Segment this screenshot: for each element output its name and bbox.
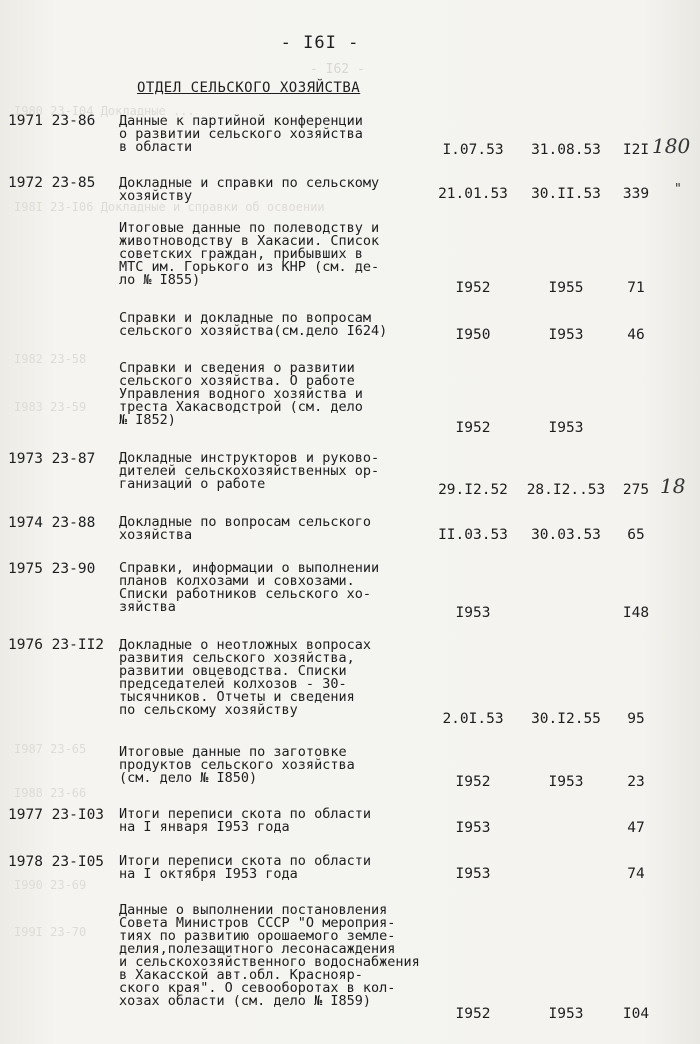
entry-end-date: I953 [548,1006,584,1022]
show-through-text: I982 23-58 [14,352,87,366]
entry-sheet-count: I2I [622,142,650,158]
entry-text: Докладные и справки по сельскому хозяйству [119,175,380,204]
entry-number: 1976 23-II2 [8,637,105,653]
entry-sheet-count: 46 [627,327,645,343]
entry-start-date: I953 [455,605,491,621]
entry-text: Итоговые данные по заготовке продуктов сельского хозяйства (см. дело № I850) [119,744,355,786]
entry-number: 1977 23-I03 [8,807,105,823]
entry-start-date: I952 [455,420,491,436]
entry-start-date: I.07.53 [442,142,504,158]
entry-start-date: I952 [455,1006,491,1022]
entry-sheet-count: 339 [622,186,650,202]
entry-start-date: 21.01.53 [438,186,508,202]
entry-end-date: 30.II.53 [531,186,601,202]
entry-sheet-count: I04 [622,1006,650,1022]
handwritten-note: 180 [652,134,691,158]
entry-start-date: 2.0I.53 [442,711,504,727]
entry-text: Данные к партийной конференции о развитии сельского хозяйства в области [119,113,363,155]
show-through-text: I988 23-66 [14,786,87,800]
entry-end-date: I953 [548,774,584,790]
entry-number: 1972 23-85 [8,175,96,191]
section-title: ОТДЕЛ СЕЛЬСКОГО ХОЗЯЙСТВА [137,80,361,96]
entry-start-date: I952 [455,774,491,790]
show-through-text: I980 23-I04 Докладные ... [14,104,195,118]
entry-text: Докладные о неотложных вопросах развития сельского хозяйства, развитии овцеводства. Списки председателей колхозов - 30- тысячников. Отчеты и сведения по сельскому хозяйству [119,637,371,718]
entry-sheet-count: 65 [627,527,645,543]
entry-text: Итоги переписи скота по области на I января I953 года [119,806,371,835]
entry-end-date: I953 [548,327,584,343]
entry-end-date: 30.I2.55 [531,711,601,727]
entry-number: 1971 23-86 [8,113,96,129]
handwritten-ditto-mark: " [674,182,682,197]
entry-sheet-count: 74 [627,866,645,882]
entry-text: Итоги переписи скота по области на I октября I953 года [119,853,371,882]
entry-sheet-count: 47 [627,820,645,836]
entry-start-date: I953 [455,866,491,882]
entry-end-date: 28.I2..53 [526,482,606,498]
show-through-page-number: - I62 - [310,62,365,77]
entry-end-date: I955 [548,280,584,296]
entry-number: 1974 23-88 [8,515,96,531]
show-through-text: I99I 23-70 [14,925,87,939]
show-through-text: I98I 23-I06 Докладные и справки об освоении [14,200,325,214]
entry-end-date: 31.08.53 [531,142,601,158]
entry-number: 1975 23-90 [8,561,96,577]
entry-start-date: II.03.53 [438,527,508,543]
entry-text: Справки, информации о выполнении планов колхозами и совхозами. Списки работников сельского хо- зяйства [119,560,380,615]
show-through-text: I983 23-59 [14,400,87,414]
entry-text: Докладные инструкторов и руково- дителей сельскохозяйственных ор- ганизаций о работе [119,450,380,492]
entry-end-date: 30.03.53 [531,527,601,543]
show-through-text: I987 23-65 [14,742,87,756]
entry-number: 1978 23-I05 [8,854,105,870]
entry-start-date: 29.I2.52 [438,482,508,498]
entry-start-date: I950 [455,327,491,343]
entry-end-date: I953 [548,420,584,436]
entry-sheet-count: 95 [627,711,645,727]
entry-text: Итоговые данные по полеводству и животноводству в Хакасии. Список советских граждан, прибывших в МТС им. Горького из КНР (см. де- ло № I855) [119,220,380,288]
entry-sheet-count: I48 [622,605,650,621]
entry-sheet-count: 23 [627,774,645,790]
entry-number: 1973 23-87 [8,451,96,467]
entry-start-date: I953 [455,820,491,836]
entry-text: Справки и докладные по вопросам сельского хозяйства(см.дело I624) [119,310,388,339]
page-number: - I6I - [280,33,360,53]
show-through-text: I990 23-69 [14,878,87,892]
entry-text: Докладные по вопросам сельского хозяйства [119,514,371,543]
entry-sheet-count: 71 [627,280,645,296]
entry-start-date: I952 [455,280,491,296]
entry-text: Справки и сведения о развитии сельского хозяйства. О работе Управления водного хозяйства и треста Хакасводстрой (см. дело № I852) [119,360,363,428]
handwritten-note: 18 [660,474,686,498]
entry-sheet-count: 275 [622,482,650,498]
entry-text: Данные о выполнении постановления Совета Министров СССР "О мероприя- тиях по развитию орошаемого земле- делия,полезащитного лесонасаждения и сельскохозяйственного водоснабжения в Хакасской авт.обл. Краснояр- ского края". О севооборотах в кол- хозах области (см. дело № I859) [119,902,420,1009]
